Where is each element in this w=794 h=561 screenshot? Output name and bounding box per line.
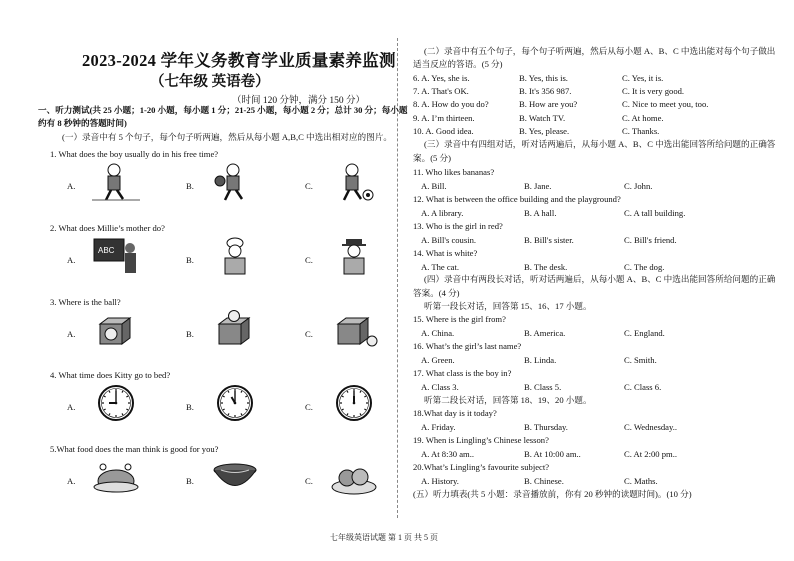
time-info: （时间 120 分钟，满分 150 分）	[232, 96, 366, 106]
option-b: B. Thursday.	[524, 421, 568, 432]
option-c: C. A tall building.	[624, 207, 686, 218]
option-b: B. It's 356 987.	[519, 86, 572, 97]
option-b: B. Yes, please.	[519, 125, 570, 136]
exam-title: 2023-2024 学年义务教育学业质量素养监测	[82, 51, 396, 70]
option-c: C. John.	[624, 180, 653, 191]
option-c: C. England.	[624, 327, 665, 338]
option-a: 8. A. How do you do?	[413, 99, 489, 110]
option-letter: B.	[186, 329, 194, 339]
question-text: 3. Where is the ball?	[50, 297, 121, 307]
option-a: A. Bill's cousin.	[421, 234, 477, 245]
question-text: 13. Who is the girl in red?	[413, 221, 503, 231]
part2-intro-1: (二）录音中有五个句子，每个句子听两遍，然后从每小题 A、B、C 中选出能对每个句子做出	[424, 46, 776, 56]
option-a: A. Class 3.	[421, 381, 459, 392]
part4-intro-1: (四）录音中有两段长对话，听对话两遍后，从每小题 A、B、C 中选出能回答所给问题的正确	[424, 274, 776, 284]
option-c: C. At home.	[622, 112, 664, 123]
question-text: 4. What time does Kitty go to bed?	[50, 370, 171, 380]
question-text: 1. What does the boy usually do in his free time?	[50, 149, 219, 159]
option-c: C. The dog.	[624, 261, 665, 272]
option-b: B. Jane.	[524, 180, 552, 191]
option-a: A. The cat.	[421, 261, 460, 272]
option-b: B. A hall.	[524, 207, 557, 218]
clock-icon	[92, 383, 140, 423]
ball-on-box-icon	[211, 310, 259, 350]
option-letter: B.	[186, 476, 194, 486]
option-letter: A.	[67, 476, 76, 486]
ball-in-box-icon	[92, 310, 140, 350]
fruit-plate-icon	[330, 457, 378, 497]
part2-intro-2: 适当反应的答语。(5 分)	[413, 59, 503, 69]
question-text: 17. What class is the boy in?	[413, 368, 512, 378]
option-b: B. Class 5.	[524, 381, 562, 392]
option-letter: C.	[305, 329, 313, 339]
question-text: 15. Where is the girl from?	[413, 314, 506, 324]
exam-subtitle: （七年级 英语卷）	[150, 74, 270, 90]
option-letter: B.	[186, 255, 194, 265]
option-letter: B.	[186, 402, 194, 412]
option-c: C. Nice to meet you, too.	[622, 99, 709, 110]
roast-chicken-icon	[92, 457, 140, 497]
option-c: C. At 2:00 pm..	[624, 448, 678, 459]
option-c: C. Thanks.	[622, 125, 660, 136]
part1-intro: (一）录音中有 5 个句子，每个句子听两遍，然后从每小题 A,B,C 中选出相对应的图片。	[62, 132, 392, 142]
option-letter: A.	[67, 402, 76, 412]
question-text: 16. What’s the girl’s last name?	[413, 341, 522, 351]
part4-note-2: 听第二段长对话，回答第 18、19、20 小题。	[424, 395, 592, 405]
option-c: C. Maths.	[624, 475, 658, 486]
noodle-bowl-icon	[211, 457, 259, 497]
option-a: A. Green.	[421, 354, 455, 365]
part3-intro-1: (三）录音中有四组对话，听对话两遍后，从每小题 A、B、C 中选出能回答所给问题的正确答	[424, 139, 776, 149]
option-a: 7. A. That's OK.	[413, 86, 469, 97]
part4-intro-2: 答案。(4 分)	[413, 288, 460, 298]
option-c: C. Bill's friend.	[624, 234, 677, 245]
option-letter: B.	[186, 181, 194, 191]
boy-running-icon	[92, 162, 140, 202]
man-hat-icon	[330, 236, 378, 276]
option-a: A. Friday.	[421, 421, 456, 432]
option-letter: C.	[305, 476, 313, 486]
clock-icon	[211, 383, 259, 423]
option-a: 10. A. Good idea.	[413, 125, 474, 136]
question-text: 11. Who likes bananas?	[413, 167, 495, 177]
part3-intro-2: 案。(5 分)	[413, 153, 451, 163]
option-letter: C.	[305, 402, 313, 412]
option-b: B. Bill's sister.	[524, 234, 574, 245]
option-letter: A.	[67, 255, 76, 265]
option-letter: C.	[305, 255, 313, 265]
option-b: B. America.	[524, 327, 566, 338]
option-b: B. Yes, this is.	[519, 73, 568, 83]
option-a: A. Bill.	[421, 180, 447, 191]
option-b: B. Linda.	[524, 354, 557, 365]
option-a: A. A library.	[421, 207, 464, 218]
option-b: B. Watch TV.	[519, 112, 566, 123]
option-letter: A.	[67, 181, 76, 191]
option-a: A. History.	[421, 475, 459, 486]
option-b: B. The desk.	[524, 261, 568, 272]
svg-text:ABC: ABC	[98, 246, 115, 255]
question-text: 5.What food does the man think is good for you?	[50, 444, 219, 454]
teacher-blackboard-icon	[92, 236, 140, 276]
part4-note-1: 听第一段长对话，回答第 15、16、17 小题。	[424, 301, 592, 311]
boy-football-icon	[330, 162, 378, 202]
option-a: A. China.	[421, 327, 455, 338]
option-b: B. Chinese.	[524, 475, 564, 486]
cook-icon	[211, 236, 259, 276]
option-b: B. How are you?	[519, 99, 578, 110]
question-text: 12. What is between the office building and the playground?	[413, 194, 621, 204]
option-a: 9. A. I’m thirteen.	[413, 112, 475, 123]
option-c: C. It is very good.	[622, 86, 685, 97]
question-text: 19. When is Lingling’s Chinese lesson?	[413, 435, 549, 445]
option-c: C. Class 6.	[624, 381, 662, 392]
option-c: C. Wednesday..	[624, 421, 678, 432]
section1-heading-2: 约有 8 秒钟的答题时间)	[38, 118, 127, 128]
option-letter: C.	[305, 181, 313, 191]
boy-basketball-icon	[211, 162, 259, 202]
option-letter: A.	[67, 329, 76, 339]
ball-beside-box-icon	[330, 310, 378, 350]
question-text: 2. What does Millie’s mother do?	[50, 223, 165, 233]
clock-icon	[330, 383, 378, 423]
option-a: 6. A. Yes, she is.	[413, 73, 470, 83]
option-b: B. At 10:00 am..	[524, 448, 581, 459]
question-text: 14. What is white?	[413, 248, 478, 258]
part5-intro: (五）听力填表(共 5 小题：录音播放前，你有 20 秒钟的读题时间)。(10 分)	[413, 489, 692, 499]
option-c: C. Smith.	[624, 354, 657, 365]
page-footer: 七年级英语试题 第 1 页 共 5 页	[330, 533, 438, 542]
question-text: 18.What day is it today?	[413, 408, 497, 418]
question-text: 20.What’s Lingling’s favourite subject?	[413, 462, 550, 472]
section1-heading-1: 一、听力测试(共 25 小题；1-20 小题，每小题 1 分；21-25 小题，每小题 2 分；总计 30 分；每小题	[38, 105, 408, 115]
option-c: C. Yes, it is.	[622, 73, 664, 83]
option-a: A. At 8:30 am..	[421, 448, 474, 459]
